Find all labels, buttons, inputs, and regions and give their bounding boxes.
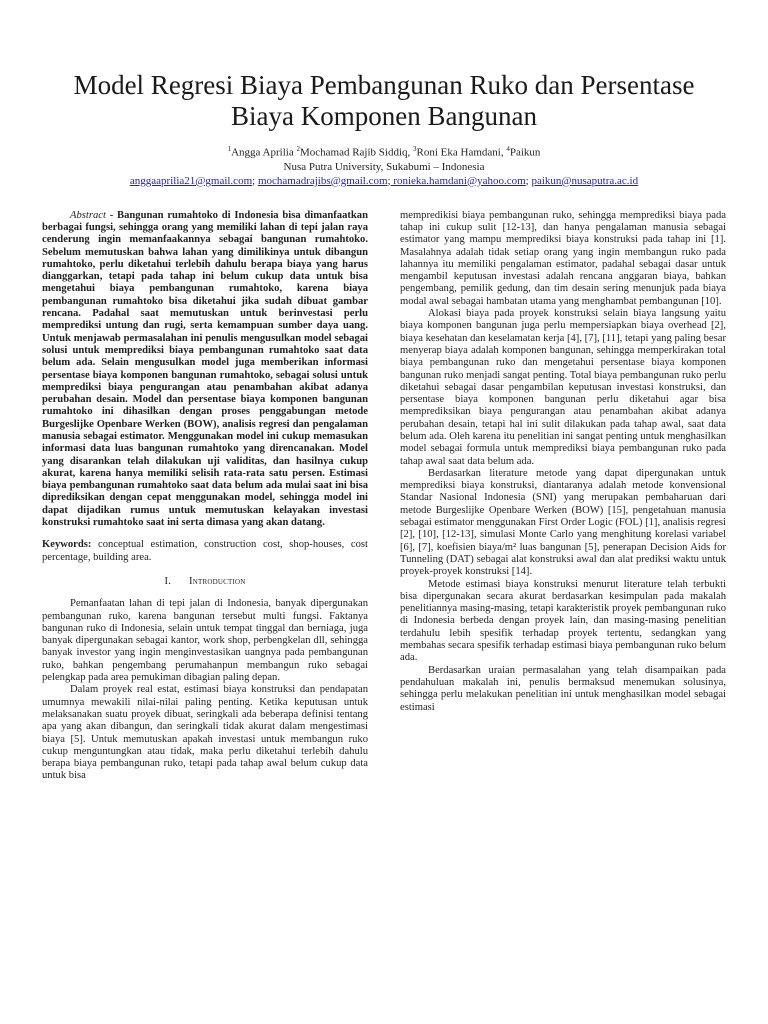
affiliation: Nusa Putra University, Sukabumi – Indonesia [283, 160, 485, 173]
body-paragraph: Alokasi biaya pada proyek konstruksi selain biaya langsung yaitu biaya komponen bangunan juga perlu mempersiapkan biaya overhead [2], biaya kesehatan dan keselamatan kerja [4], [7], [11], tetapi yang paling besar menyerap biaya adalah komponen bangunan, sehingga memperkirakan total biaya pembangunan ruko dan mengetahui persentase biaya komponen bangunan ruko menjadi sangat penting. Total biaya pembangunan ruko perlu diketahui sebagai dasar pengambilan keputusan investasi konstruksi, dan persentase biaya komponen bangunan perlu diketahui agar bisa memprediksikan biaya pengurangan atau penambahan akibat adanya perubahan desain, tetapi hal ini sulit dilakukan pada tahap awal, saat data belum ada. Oleh karena itu penelitian ini sangat penting untuk menghasilkan model sebagai formula untuk memprediksi biaya pembangunan ruko pada tahap awal saat data belum ada. [400, 308, 726, 467]
body-columns [42, 210, 726, 783]
author-1-name: Angga Aprilia [231, 146, 297, 159]
email-link-2[interactable]: mochamadrajibs@gmail.com [257, 174, 388, 187]
email-link-1[interactable]: anggaaprilia21@gmail.com [129, 174, 253, 187]
author-3-sup: 3 [413, 145, 417, 153]
abstract [42, 210, 368, 530]
section-title: Introduction [189, 575, 246, 587]
right-column [400, 210, 726, 783]
author-2-name: Mochamad Rajib Siddiq, [299, 146, 414, 159]
keywords [42, 539, 368, 564]
email-link-3[interactable]: ronieka.hamdani@yahoo.com [390, 174, 526, 187]
left-column [42, 210, 368, 783]
abstract-label: Abstract [70, 209, 106, 221]
author-1-sup: 1 [227, 145, 232, 153]
author-3-name: Roni Eka Hamdani, [416, 146, 507, 159]
body-paragraph: Berdasarkan uraian permasalahan yang telah disampaikan pada pendahuluan makalah ini, penulis bermaksud menemukan solusinya, sehingga perlu melakukan penelitian ini untuk menghasilkan model sebagai estimasi [400, 664, 726, 713]
keywords-label: Keywords: [42, 539, 92, 551]
email-link-4[interactable]: paikun@nusaputra.ac.id [531, 174, 639, 187]
author-list [42, 142, 726, 160]
author-4-sup: 4 [506, 145, 510, 153]
section-heading [42, 576, 368, 588]
section-number: I. [164, 575, 172, 587]
email-separator: ; [252, 174, 256, 187]
keywords-text: conceptual estimation, construction cost, shop-houses, cost percentage, building area. [42, 539, 368, 563]
body-paragraph: Metode estimasi biaya konstruksi menurut literature telah terbukti bisa dipergunakan secara akurat berdasarkan kesimpulan pada makalah penelitiannya masing-masing, tetapi karakteristik proyek pembangunan ruko di Indonesia berbeda dengan proyek lain, dan masing-masing penelitian terdahulu lebih spesifik terhadap proyek tertentu, sedangkan yang membahas secara spesifik terhadap estimasi biaya pembangunan ruko belum ada. [400, 578, 726, 664]
paper-title: Model Regresi Biaya Pembangunan Ruko dan Persentase Biaya Komponen Bangunan [73, 70, 695, 131]
author-2-sup: 2 [296, 145, 300, 153]
body-paragraph: mempredikisi biaya pembangunan ruko, sehingga memprediksi biaya pada tahap ini cukup sulit [12-13], dan hanya pengalaman manusia sebagai estimator yang mampu memprediksi biaya konstruksi pada tahap ini [1]. Masalahnya adalah tidak setiap orang yang ingin membangun ruko pada lahannya itu memiliki pengalaman estimator, padahal sebagai dasar untuk mengambil keputusan investasi adalah rencana anggaran biaya, bahkan pengembang, pemilik gedung, dan tim desain sering menunjuk pada biaya modal awal sebagai hambatan utama yang menghambat pembangunan [10]. [400, 209, 726, 307]
body-paragraph: Berdasarkan literature metode yang dapat dipergunakan untuk memprediksi biaya konstruksi, diantaranya adalah metode konvensional Standar Nasional Indonesia (SNI) yang merupakan pembaharuan dari metode Burgeslijke Openbare Werken (BOW) [15], pengetahuan manusia sebagai estimator menggunakan First Order Logic (FOL) [1], analisis regresi [2], [10], [12-13], simulasi Monte Carlo yang menghitung korelasi variabel [6], [7], koefisien biaya/m² luas bangunan [5], penerapan Decision Aids for Tunneling (DAT) sebagai alat konstruksi awal dan alat prediksi waktu untuk proyek-proyek konstruksi [14]. [400, 467, 726, 578]
body-paragraph: Pemanfaatan lahan di tepi jalan di Indonesia, banyak dipergunakan pembangunan ruko, karena bangunan tersebut multi fungsi. Faktanya bangunan ruko di Indonesia, selain untuk tempat tinggal dan berniaga, juga banyak dipergunakan sebagai kantor, work shop, perbengkelan dll, sehingga banyak investor yang ingin menginvestasikan uangnya pada pembangunan ruko, bahkan pengembang perumahanpun membangun ruko sebagai pelengkap pada area pemukiman dibagian paling depan. [42, 598, 368, 684]
body-paragraph: Dalam proyek real estat, estimasi biaya konstruksi dan pendapatan umumnya mewakili nilai-nilai paling penting. Ketika keputusan untuk melaksanakan suatu proyek dibuat, seringkali ada beberapa definisi tentang apa yang akan dibangun, dan seringkali tidak akurat dalam mengestimasi biaya [5]. Untuk memutuskan apakah investasi untuk membangun ruko cukup menguntungkan atau tidak, maka perlu diketahui terlebih dahulu berapa biaya pembangunan ruko, tetapi pada tahap awal belum cukup data untuk bisa [42, 684, 368, 782]
author-4-name: Paikun [509, 146, 541, 159]
email-list [42, 174, 726, 188]
email-separator: ; [387, 174, 391, 187]
abstract-text: - Bangunan rumahtoko di Indonesia bisa dimanfaatkan berbagai fungsi, sehingga orang yang memiliki lahan di tepi jalan raya cenderung ingin memanfaakannya sebagai bangunan rumahtoko. Sebelum memutuskan bahwa lahan yang dimilikinya untuk dibangun rumahtoko, perlu diketahui terlebih dahulu berapa biaya yang harus dianggarkan, tetapi pada tahap ini belum cukup data untuk bisa mengetahui biaya pembangunan rumahtoko, karena biaya pembangunan rumahtoko bisa diketahui jika sudah dibuat gambar rencana. Padahal saat memutuskan untuk berinvestasi perlu memprediksi untung dan rugi, serta kemampuan sumber daya uang. Untuk menjawab permasalahan ini penulis mengusulkan model sebagai solusi untuk memprediksi biaya pembangunan rumahtoko saat data belum ada. Selain mengusulkan model juga memberikan informasi persentase biaya komponen bangunan rumahtoko, sebagai solusi untuk memprediksi biaya pengurangan atau penambahan akibat adanya perubahan desain. Model dan persentase biaya komponen bangunan rumahtoko ini dihasilkan dengan proses penggabungan metode Burgeslijke Openbare Werken (BOW), analisis regresi dan pengalaman manusia sebagai estimator. Menggunakan model ini cukup memasukan informasi data luas bangunan rumahtoko yang direncanakan. Model yang disarankan telah dilakukan uji validitas, dan hasilnya cukup akurat, karena hanya memiliki selisih rata-rata satu persen. Estimasi biaya pembangunan rumahtoko saat data belum ada mulai saat ini bisa diprediksikan dengan cepat menggunakan model, sehingga model ini dapat dijadikan rumus untuk memutuskan kelayakan investasi konstruksi rumahtoko saat ini serta dimasa yang akan datang. [42, 209, 368, 529]
email-separator: ; [525, 174, 529, 187]
